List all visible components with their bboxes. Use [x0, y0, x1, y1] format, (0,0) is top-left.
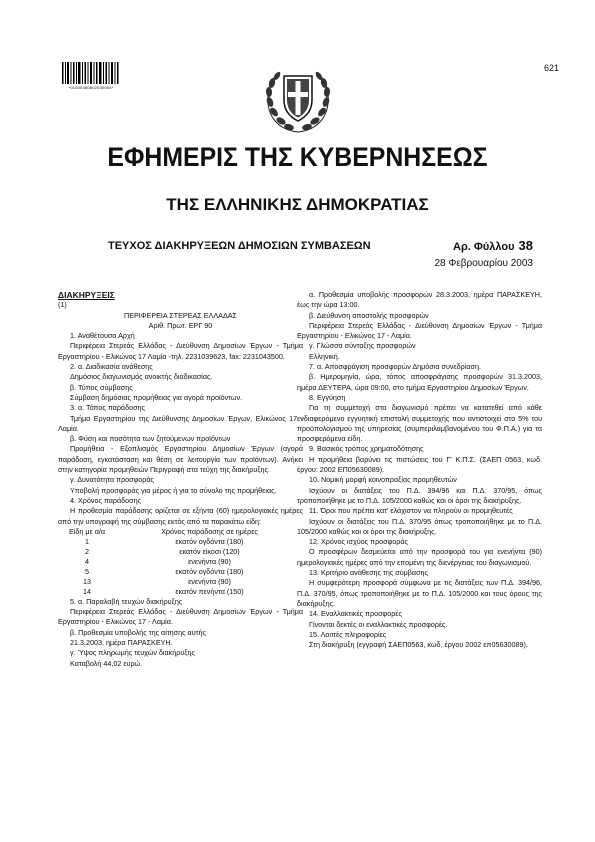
issue-type: ΤΕΥΧΟΣ ΔΙΑΚΗΡΥΞΕΩΝ ΔΗΜΟΣΙΩΝ ΣΥΜΒΑΣΕΩΝ	[108, 240, 371, 252]
paragraph: Η προμήθεια βαρύνει τις πιστώσεις του Γ' Κ.Π.Σ. (ΣΑΕΠ 0563, κωδ. έργου: 2002 ΕΠ05630089).	[297, 454, 542, 475]
issue-date: 28 Φεβρουαρίου 2003	[434, 258, 533, 269]
table-cell-days: εκατόν πενήντα (150)	[175, 586, 244, 596]
paragraph: 10. Νομική μορφή κοινοπραξίας προμηθευτών	[309, 475, 457, 485]
paragraph: γ. Ύψος πληρωμής τευχών διακήρυξης	[70, 648, 195, 658]
paragraph: γ. Γλώσσα σύνταξης προσφορών	[309, 341, 416, 351]
paragraph: 21.3.2003, ημέρα ΠΑΡΑΣΚΕΥΗ.	[70, 638, 173, 648]
barcode-number: *01000380802030004*	[68, 85, 114, 90]
paragraph: Ισχύουν οι διατάξεις του Π.Δ. 370/95 όπως τροποποιήθηκε με το Π.Δ. 105/2000 καθώς και οι όροι της διακήρυξης.	[297, 516, 542, 536]
table-row	[58, 567, 303, 577]
paragraph: Περιφέρεια Στερεάς Ελλάδας - Διεύθυνση Δημοσίων Έργων - Τμήμα Εργαστηρίου - Ελικώνος 17 - Λαμία.	[58, 607, 303, 627]
paragraph: 11. Όροι που πρέπει κατ' ελάχιστον να πληρούν οι προμηθευτές	[309, 506, 513, 516]
delivery-table	[58, 527, 303, 597]
barcode-image	[62, 62, 120, 84]
paragraph: 5. α. Παραλαβή τευχών διακήρυξης	[70, 596, 183, 606]
paragraph: Προμήθεια - Εξοπλισμός Εργαστηρίου Δημοσίων Έργων (αγορά παράδοση, εγκατάσταση και θέση σε λειτουργία των προϊόντων). Ανήκει στην κατηγορία προμηθειών Περιγραφή στα τεύχη της διακήρυξης.	[58, 444, 303, 475]
table-cell-days: ενενήντα (90)	[188, 556, 231, 566]
paragraph: Ελληνική.	[309, 351, 340, 361]
table-cell-days: εκατόν ογδόντα (180)	[175, 566, 244, 576]
sheet-number: 38	[518, 238, 533, 253]
gazette-title: ΕΦΗΜΕΡΙΣ ΤΗΣ ΚΥΒΕΡΝΗΣΕΩΣ	[107, 142, 488, 172]
table-row	[58, 587, 303, 597]
table-cell-item: 1	[85, 536, 89, 546]
sheet-label: Αρ. Φύλλου	[453, 241, 515, 253]
paragraph: 4. Χρόνος παράδοσης	[70, 495, 142, 505]
table-cell-item: 14	[83, 586, 91, 596]
table-header-row	[58, 527, 303, 537]
paragraph: Στη διακήρυξη (εγγραφή ΣΑΕΠ0563, κωδ. έργου 2002 επ05630089).	[309, 640, 528, 650]
table-cell-days: εκατόν ογδόντα (180)	[175, 536, 244, 546]
section-title: ΔΙΑΚΗΡΥΞΕΙΣ	[58, 290, 115, 300]
paragraph: γ. Δυνατότητα προσφοράς	[70, 475, 154, 485]
paragraph: Σύμβαση δημόσιας προμήθειας για αγορά προϊόντων.	[70, 392, 243, 402]
paragraph: β. Ημερομηνία, ώρα, τόπος αποσφράγισης προσφορών 31.3.2003, ημέρα ΔΕΥΤΕΡΑ, ώρα 09:00, στο τμήμα Εργαστηρίου Δημοσίων Έργων.	[297, 372, 542, 392]
paragraph: 3. α. Τόπος παράδοσης	[70, 403, 145, 413]
paragraph: 13. Κριτήριο ανάθεσης της σύμβασης	[309, 568, 428, 578]
table-header-days: Χρόνος παράδοσης σε ημέρες	[161, 526, 258, 536]
paragraph: 7. α. Αποσφράγιση προσφορών Δημόσια συνεδρίαση.	[309, 362, 481, 372]
paragraph: β. Διεύθυνση αποστολής προσφορών	[309, 310, 429, 320]
paragraph: 8. Εγγύηση	[309, 392, 346, 402]
table-row	[58, 577, 303, 587]
table-cell-days: εκατόν είκοσι (120)	[179, 546, 240, 556]
paragraph: Η συμφερότερη προσφορά σύμφωνα με τις διατάξεις των Π.Δ. 394/96, Π.Δ. 370/95, όπως τροποποιήθηκε με το Π.Δ. 105/2000 και τους όρους της διακήρυξης.	[297, 578, 542, 608]
paragraph: α. Προθεσμία υποβολής προσφορών 28.3.2003, ημέρα ΠΑΡΑΣΚΕΥΗ, έως την ώρα 13:00.	[297, 290, 542, 310]
paragraph: Τμήμα Εργαστηρίου της Διεύθυνσης Δημοσίων Έργων, Ελικώνος 17 - Λαμία.	[58, 413, 303, 433]
paragraph: β. Τύπος σύμβασης	[70, 382, 133, 392]
paragraph: Υποβολή προσφοράς για μέρος ή για το σύνολο της προμήθειας.	[70, 485, 277, 495]
notice-marker: (1)	[58, 300, 67, 310]
page-number: 621	[543, 63, 559, 73]
paragraph: Δημόσιος διαγωνισμός ανοικτής διαδικασίας.	[70, 372, 213, 382]
paragraph: 2. α. Διαδικασία ανάθεσης	[70, 362, 153, 372]
region-heading: ΠΕΡΙΦΕΡΕΙΑ ΣΤΕΡΕΑΣ ΕΛΛΑΔΑΣ	[124, 310, 237, 320]
paragraph: β. Προθεσμία υποβολής της αίτησης αυτής	[70, 627, 206, 637]
paragraph: Καταβολή 44,02 ευρώ.	[70, 658, 143, 668]
paragraph: 9. Βασικός τρόπος χρηματοδότησης	[309, 444, 424, 454]
paragraph: Περιφέρεια Στερεάς Ελλάδας - Διεύθυνση Δημοσίων Έργων - Τμήμα Εργαστηρίου - Ελικώνος 17 Λαμία -τηλ. 2231039623, fax: 2231043500.	[58, 341, 303, 361]
paragraph: β. Φύση και ποσότητα των ζητούμενων προϊόντων	[70, 434, 231, 444]
table-row	[58, 547, 303, 557]
table-row	[58, 557, 303, 567]
table-cell-item: 5	[85, 566, 89, 576]
paragraph: Γίνονται δεκτές οι εναλλακτικές προσφορές.	[309, 619, 448, 629]
paragraph: 1. Αναθέτουσα Αρχή	[70, 331, 135, 341]
paragraph: 15. Λοιπές πληροφορίες	[309, 629, 387, 639]
paragraph: 14. Εναλλακτικές προσφορές	[309, 609, 402, 619]
table-header-item: Είδη με α/α	[68, 526, 106, 536]
protocol-number: Αριθ. Πρωτ. ΕΡΓ 90	[148, 320, 213, 330]
paragraph: Ο προσφέρων δεσμεύεται από την προσφορά του για ενενήντα (90) ημερολογιακές ημέρες από την επομένη της διενέργειας του διαγωνισμού.	[297, 547, 542, 567]
gazette-subtitle: ΤΗΣ ΕΛΛΗΝΙΚΗΣ ΔΗΜΟΚΡΑΤΙΑΣ	[166, 195, 429, 214]
table-cell-item: 4	[85, 556, 89, 566]
coat-of-arms-emblem	[258, 58, 338, 138]
paragraph: Για τη συμμετοχή στο διαγωνισμό πρέπει να κατατεθεί από κάθε ενδιαφερόμενο εγγυητική επιστολή συμμετοχής που αντιστοιχεί στο 5% του προϋπολογισμού της υπηρεσίας (συμπεριλαμβανομένου του Φ.Π.Α.) για τα προσφερόμενα είδη.	[297, 403, 542, 444]
table-cell-item: 2	[85, 546, 89, 556]
paragraph: Περιφέρεια Στερεάς Ελλάδας - Διεύθυνση Δημοσίων Έργων - Τμήμα Εργαστηρίου - Ελικώνος 17 - Λαμία.	[297, 320, 542, 341]
left-column	[58, 290, 303, 669]
right-column	[297, 290, 542, 650]
paragraph: 12. Χρόνος ισχύος προσφοράς	[309, 537, 408, 547]
paragraph: Ισχύουν οι διατάξεις του Π.Δ. 394/96 και Π.Δ. 370/95, όπως τροποποιήθηκε με το Π.Δ. 105/2000 καθώς και οι όροι της διακήρυξης.	[297, 485, 542, 505]
table-cell-days: ενενήντα (90)	[188, 576, 231, 586]
table-row	[58, 537, 303, 547]
paragraph: Η προθεσμία παράδοσης ορίζεται σε εξήντα (60) ημερολογιακές ημέρες από την υπογραφή της σύμβασης εκτός από τα παρακάτω είδη:	[58, 506, 303, 526]
issue-sheet	[453, 238, 533, 253]
table-cell-item: 13	[83, 576, 91, 586]
